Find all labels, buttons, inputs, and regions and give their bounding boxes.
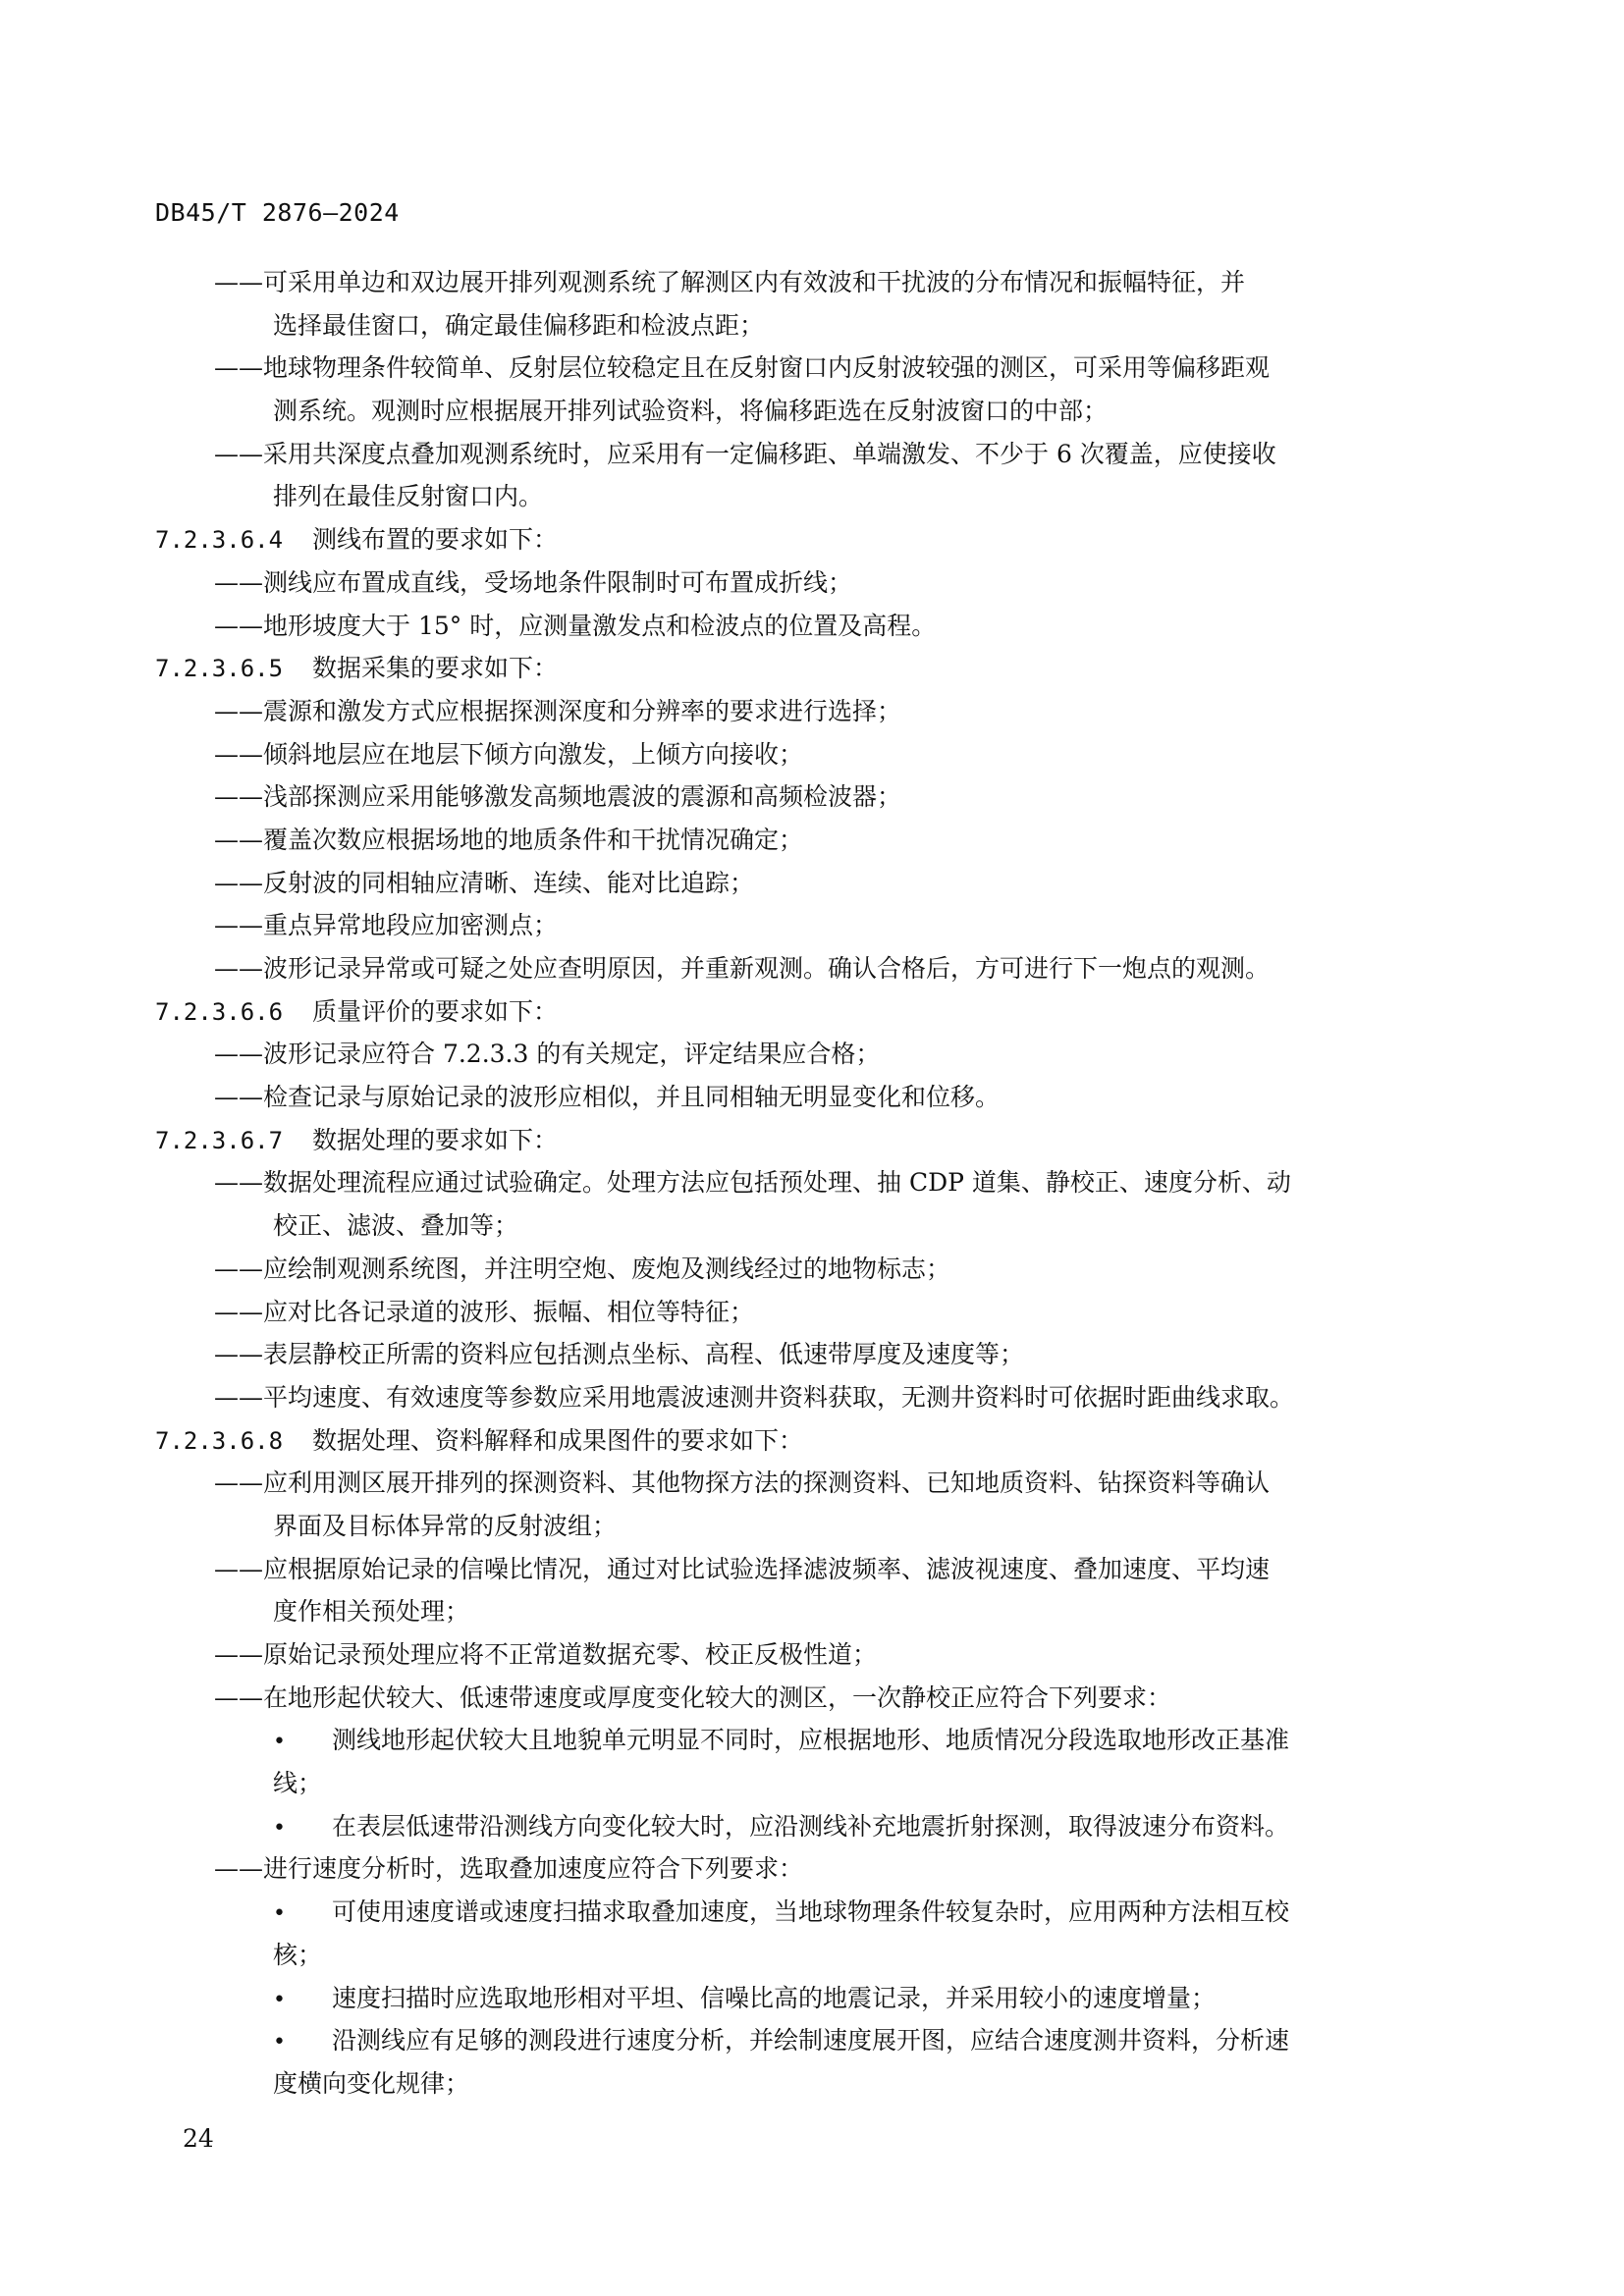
list-item: ——倾斜地层应在地层下倾方向激发，上倾方向接收； bbox=[214, 739, 804, 769]
clause-title: 数据采集的要求如下： bbox=[312, 654, 559, 683]
list-item-continuation: 度横向变化规律； bbox=[273, 2068, 470, 2098]
list-item: ——表层静校正所需的资料应包括测点坐标、高程、低速带厚度及速度等； bbox=[214, 1340, 1025, 1369]
list-item: ——覆盖次数应根据场地的地质条件和干扰情况确定； bbox=[214, 825, 804, 854]
clause-number: 7.2.3.6.4 bbox=[155, 526, 284, 555]
page-number: 24 bbox=[183, 2124, 214, 2153]
clause-heading bbox=[155, 1119, 1471, 1162]
list-item: ——地形坡度大于 15° 时，应测量激发点和检波点的位置及高程。 bbox=[214, 611, 937, 640]
clause-title: 质量评价的要求如下： bbox=[312, 996, 559, 1026]
list-item: ——地球物理条件较简单、反射层位较稳定且在反射窗口内反射波较强的测区，可采用等偏移距观 bbox=[214, 353, 1271, 383]
clause-heading bbox=[155, 647, 1471, 690]
bullet-item bbox=[155, 1891, 1471, 1934]
list-item: ——浅部探测应采用能够激发高频地震波的震源和高频检波器； bbox=[214, 782, 902, 812]
clause-heading bbox=[155, 518, 1471, 561]
bullet-dot-icon: • bbox=[273, 1901, 286, 1927]
list-item: ——应利用测区展开排列的探测资料、其他物探方法的探测资料、已知地质资料、钻探资料等确认 bbox=[214, 1468, 1271, 1498]
bullet-text: 在表层低速带沿测线方向变化较大时，应沿测线补充地震折射探测，取得波速分布资料。 bbox=[332, 1811, 1290, 1841]
list-item-continuation: 线； bbox=[273, 1769, 323, 1798]
bullet-item bbox=[155, 1719, 1471, 1762]
list-item: ——检查记录与原始记录的波形应相似，并且同相轴无明显变化和位移。 bbox=[214, 1083, 1001, 1112]
list-item: ——采用共深度点叠加观测系统时，应采用有一定偏移距、单端激发、不少于 6 次覆盖，应使接收 bbox=[214, 439, 1276, 468]
bullet-text: 可使用速度谱或速度扫描求取叠加速度，当地球物理条件较复杂时，应用两种方法相互校 bbox=[332, 1897, 1290, 1927]
list-item: ——测线应布置成直线，受场地条件限制时可布置成折线； bbox=[214, 567, 853, 597]
list-item-continuation: 选择最佳窗口，确定最佳偏移距和检波点距； bbox=[273, 310, 765, 340]
list-item: ——原始记录预处理应将不正常道数据充零、校正反极性道； bbox=[214, 1640, 878, 1669]
clause-title: 测线布置的要求如下： bbox=[312, 525, 559, 555]
list-item-continuation: 度作相关预处理； bbox=[273, 1597, 470, 1627]
list-item: ——震源和激发方式应根据探测深度和分辨率的要求进行选择； bbox=[214, 696, 902, 725]
list-item: ——应对比各记录道的波形、振幅、相位等特征； bbox=[214, 1297, 755, 1326]
list-item: ——波形记录应符合 7.2.3.3 的有关规定，评定结果应合格； bbox=[214, 1040, 881, 1069]
bullet-text: 测线地形起伏较大且地貌单元明显不同时，应根据地形、地质情况分段选取地形改正基准 bbox=[332, 1726, 1290, 1755]
list-item: ——应绘制观测系统图，并注明空炮、废炮及测线经过的地物标志； bbox=[214, 1254, 951, 1283]
list-item: ——在地形起伏较大、低速带速度或厚度变化较大的测区，一次静校正应符合下列要求： bbox=[214, 1682, 1172, 1712]
clause-number: 7.2.3.6.7 bbox=[155, 1126, 284, 1154]
clause-number: 7.2.3.6.5 bbox=[155, 655, 284, 683]
list-item: ——进行速度分析时，选取叠加速度应符合下列要求： bbox=[214, 1854, 804, 1884]
list-item: ——反射波的同相轴应清晰、连续、能对比追踪； bbox=[214, 868, 755, 897]
list-item-continuation: 排列在最佳反射窗口内。 bbox=[273, 482, 544, 511]
clause-heading bbox=[155, 990, 1471, 1034]
list-item-continuation: 核； bbox=[273, 1940, 323, 1969]
list-item-continuation: 界面及目标体异常的反射波组； bbox=[273, 1511, 618, 1540]
bullet-item bbox=[155, 1977, 1471, 2020]
bullet-dot-icon: • bbox=[273, 1987, 286, 2012]
bullet-item bbox=[155, 2019, 1471, 2062]
clause-heading bbox=[155, 1419, 1471, 1463]
bullet-text: 沿测线应有足够的测段进行速度分析，并绘制速度展开图，应结合速度测井资料，分析速 bbox=[332, 2026, 1290, 2056]
document-code-header: DB45/T 2876—2024 bbox=[155, 198, 400, 227]
bullet-dot-icon: • bbox=[273, 1815, 286, 1841]
bullet-text: 速度扫描时应选取地形相对平坦、信噪比高的地震记录，并采用较小的速度增量； bbox=[332, 1983, 1217, 2012]
list-item: ——数据处理流程应通过试验确定。处理方法应包括预处理、抽 CDP 道集、静校正、速度分析、动 bbox=[214, 1168, 1291, 1198]
clause-number: 7.2.3.6.8 bbox=[155, 1426, 284, 1455]
document-body bbox=[155, 261, 1471, 2106]
list-item-continuation: 校正、滤波、叠加等； bbox=[273, 1211, 519, 1241]
clause-title: 数据处理、资料解释和成果图件的要求如下： bbox=[312, 1425, 804, 1455]
list-item-continuation: 测系统。观测时应根据展开排列试验资料，将偏移距选在反射波窗口的中部； bbox=[273, 397, 1109, 426]
list-item: ——重点异常地段应加密测点； bbox=[214, 911, 559, 940]
clause-title: 数据处理的要求如下： bbox=[312, 1125, 559, 1154]
clause-number: 7.2.3.6.6 bbox=[155, 997, 284, 1026]
list-item: ——可采用单边和双边展开排列观测系统了解测区内有效波和干扰波的分布情况和振幅特征，并 bbox=[214, 268, 1246, 296]
bullet-dot-icon: • bbox=[273, 1730, 286, 1755]
list-item: ——应根据原始记录的信噪比情况，通过对比试验选择滤波频率、滤波视速度、叠加速度、平均速 bbox=[214, 1554, 1271, 1583]
list-item: ——波形记录异常或可疑之处应查明原因，并重新观测。确认合格后，方可进行下一炮点的观测。 bbox=[214, 954, 1271, 983]
bullet-item bbox=[155, 1805, 1471, 1848]
bullet-dot-icon: • bbox=[273, 2030, 286, 2056]
list-item: ——平均速度、有效速度等参数应采用地震波速测井资料获取，无测井资料时可依据时距曲线求取。 bbox=[214, 1382, 1295, 1412]
